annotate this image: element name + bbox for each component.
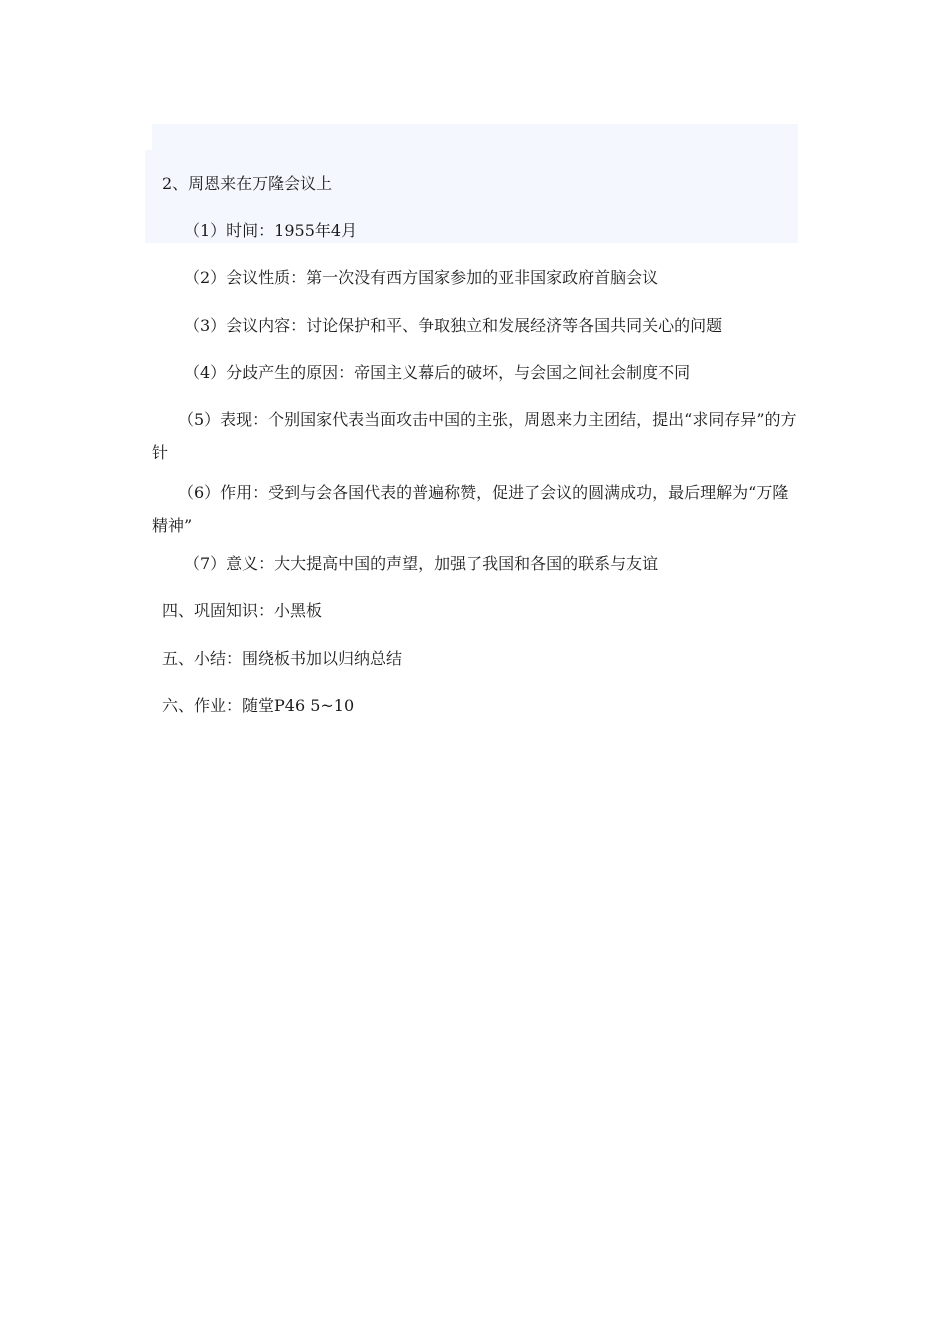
item-performance: （5）表现：个别国家代表当面攻击中国的主张，周恩来力主团结，提出“求同存异”的方针 <box>152 410 797 462</box>
item-time: （1）时间：1955年4月 <box>184 221 358 240</box>
section-summary: 五、小结：围绕板书加以归纳总结 <box>162 649 403 668</box>
section-homework: 六、作业：随堂P46 5~10 <box>162 696 355 715</box>
section-heading: 2、周恩来在万隆会议上 <box>162 174 333 193</box>
item-cause: （4）分歧产生的原因：帝国主义幕后的破坏，与会国之间社会制度不同 <box>184 363 691 382</box>
item-effect: （6）作用：受到与会各国代表的普遍称赞，促进了会议的圆满成功，最后理解为“万隆精神” <box>152 483 789 535</box>
highlight-block-edge <box>145 150 153 243</box>
section-consolidate: 四、巩固知识：小黑板 <box>162 601 323 620</box>
item-content: （3）会议内容：讨论保护和平、争取独立和发展经济等各国共同关心的问题 <box>184 316 723 335</box>
item-significance: （7）意义：大大提高中国的声望，加强了我国和各国的联系与友谊 <box>184 554 659 573</box>
item-nature: （2）会议性质：第一次没有西方国家参加的亚非国家政府首脑会议 <box>184 268 659 287</box>
